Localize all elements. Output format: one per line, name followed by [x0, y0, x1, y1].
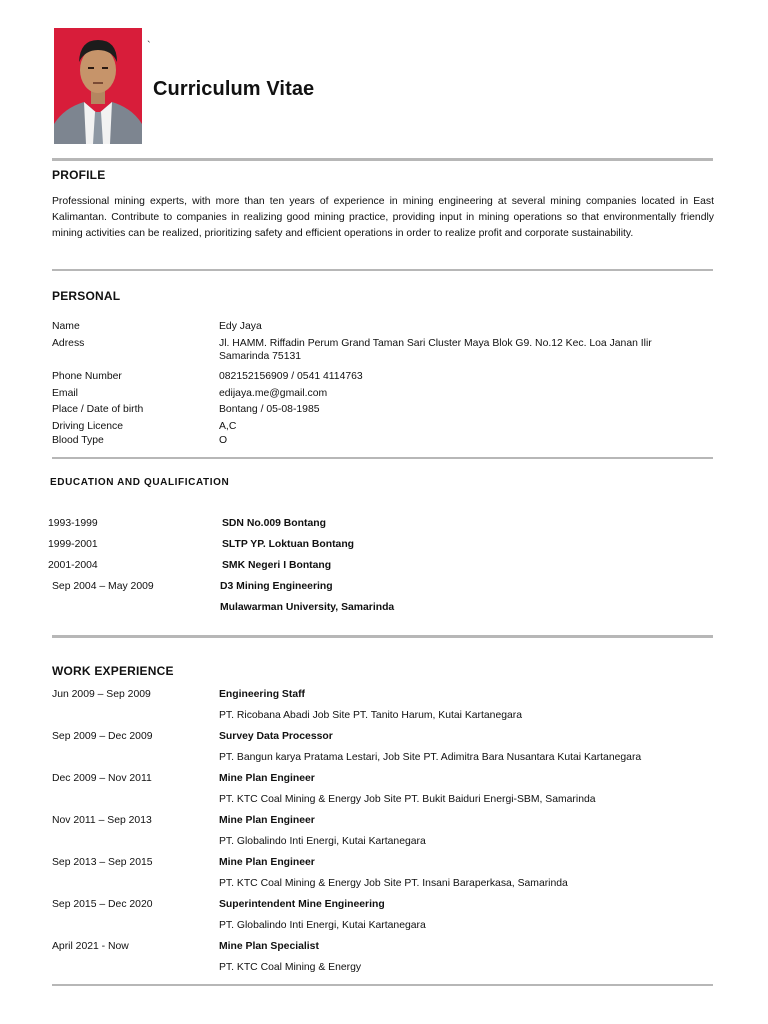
- work-date: Sep 2009 – Dec 2009: [52, 731, 153, 742]
- work-date: Sep 2013 – Sep 2015: [52, 857, 153, 868]
- work-title: Mine Plan Engineer: [219, 857, 315, 868]
- divider: [52, 158, 713, 161]
- education-school: D3 Mining Engineering: [220, 581, 333, 592]
- work-date: Dec 2009 – Nov 2011: [52, 773, 152, 784]
- portrait-image: [54, 28, 142, 144]
- work-title: Mine Plan Engineer: [219, 815, 315, 826]
- field-value-email: edijaya.me@gmail.com: [219, 388, 328, 399]
- work-company: PT. KTC Coal Mining & Energy Job Site PT. Insani Baraperkasa, Samarinda: [219, 878, 568, 889]
- profile-photo: [54, 28, 142, 144]
- divider: [52, 457, 713, 459]
- work-title: Mine Plan Engineer: [219, 773, 315, 784]
- divider: [52, 635, 713, 638]
- field-value-birth: Bontang / 05-08-1985: [219, 404, 320, 415]
- field-label-name: Name: [52, 321, 80, 332]
- field-label-email: Email: [52, 388, 78, 399]
- work-title: Superintendent Mine Engineering: [219, 899, 385, 910]
- work-date: Nov 2011 – Sep 2013: [52, 815, 152, 826]
- work-company: PT. Globalindo Inti Energi, Kutai Kartanegara: [219, 836, 426, 847]
- work-date: April 2021 - Now: [52, 941, 129, 952]
- education-school: SLTP YP. Loktuan Bontang: [222, 539, 355, 550]
- document-title: Curriculum Vitae: [153, 78, 315, 100]
- field-value-blood: O: [219, 435, 228, 446]
- education-school: SDN No.009 Bontang: [222, 518, 326, 529]
- field-value-phone: 082152156909 / 0541 4114763: [219, 371, 363, 382]
- education-date: 2001-2004: [48, 560, 98, 571]
- field-label-licence: Driving Licence: [52, 421, 124, 432]
- profile-text: Professional mining experts, with more than ten years of experience in mining engineering at several mining companies located in East Kalimantan. Contribute to companies in realizing good mining practice, providing input in mining operations so that environmentally friendly mining activities can be realized, prioritizing safety and efficient operations in order to realize profit and corporate sustainability.: [52, 196, 714, 239]
- work-company: PT. Ricobana Abadi Job Site PT. Tanito Harum, Kutai Kartanegara: [219, 710, 523, 721]
- education-date: Sep 2004 – May 2009: [52, 581, 154, 592]
- profile-heading: PROFILE: [52, 168, 106, 182]
- field-label-phone: Phone Number: [52, 371, 122, 382]
- field-value-address: Jl. HAMM. Riffadin Perum Grand Taman Sari Cluster Maya Blok G9. No.12 Kec. Loa Janan Ilir: [219, 338, 652, 349]
- personal-heading: PERSONAL: [52, 289, 121, 303]
- field-label-birth: Place / Date of birth: [52, 404, 144, 415]
- work-date: Jun 2009 – Sep 2009: [52, 689, 151, 700]
- work-company: PT. KTC Coal Mining & Energy Job Site PT. Bukit Baiduri Energi-SBM, Samarinda: [219, 794, 596, 805]
- education-date: 1993-1999: [48, 518, 98, 529]
- work-title: Engineering Staff: [219, 689, 306, 700]
- field-label-address: Adress: [52, 338, 85, 349]
- divider: [52, 269, 713, 271]
- field-label-blood: Blood Type: [52, 435, 104, 446]
- education-school-line2: Mulawarman University, Samarinda: [220, 602, 395, 613]
- stray-mark: `: [147, 40, 151, 52]
- work-title: Mine Plan Specialist: [219, 941, 319, 952]
- education-heading: EDUCATION AND QUALIFICATION: [50, 477, 230, 488]
- education-school: SMK Negeri I Bontang: [222, 560, 332, 571]
- work-title: Survey Data Processor: [219, 731, 333, 742]
- field-value-name: Edy Jaya: [219, 321, 262, 332]
- field-value-licence: A,C: [219, 421, 237, 432]
- work-date: Sep 2015 – Dec 2020: [52, 899, 153, 910]
- work-company: PT. Globalindo Inti Energi, Kutai Kartanegara: [219, 920, 426, 931]
- education-date: 1999-2001: [48, 539, 98, 550]
- work-heading: WORK EXPERIENCE: [52, 664, 174, 678]
- divider: [52, 984, 713, 986]
- field-value-address-line2: Samarinda 75131: [219, 351, 302, 362]
- work-company: PT. Bangun karya Pratama Lestari, Job Site PT. Adimitra Bara Nusantara Kutai Kartanegara: [219, 752, 642, 763]
- work-company: PT. KTC Coal Mining & Energy: [219, 962, 362, 973]
